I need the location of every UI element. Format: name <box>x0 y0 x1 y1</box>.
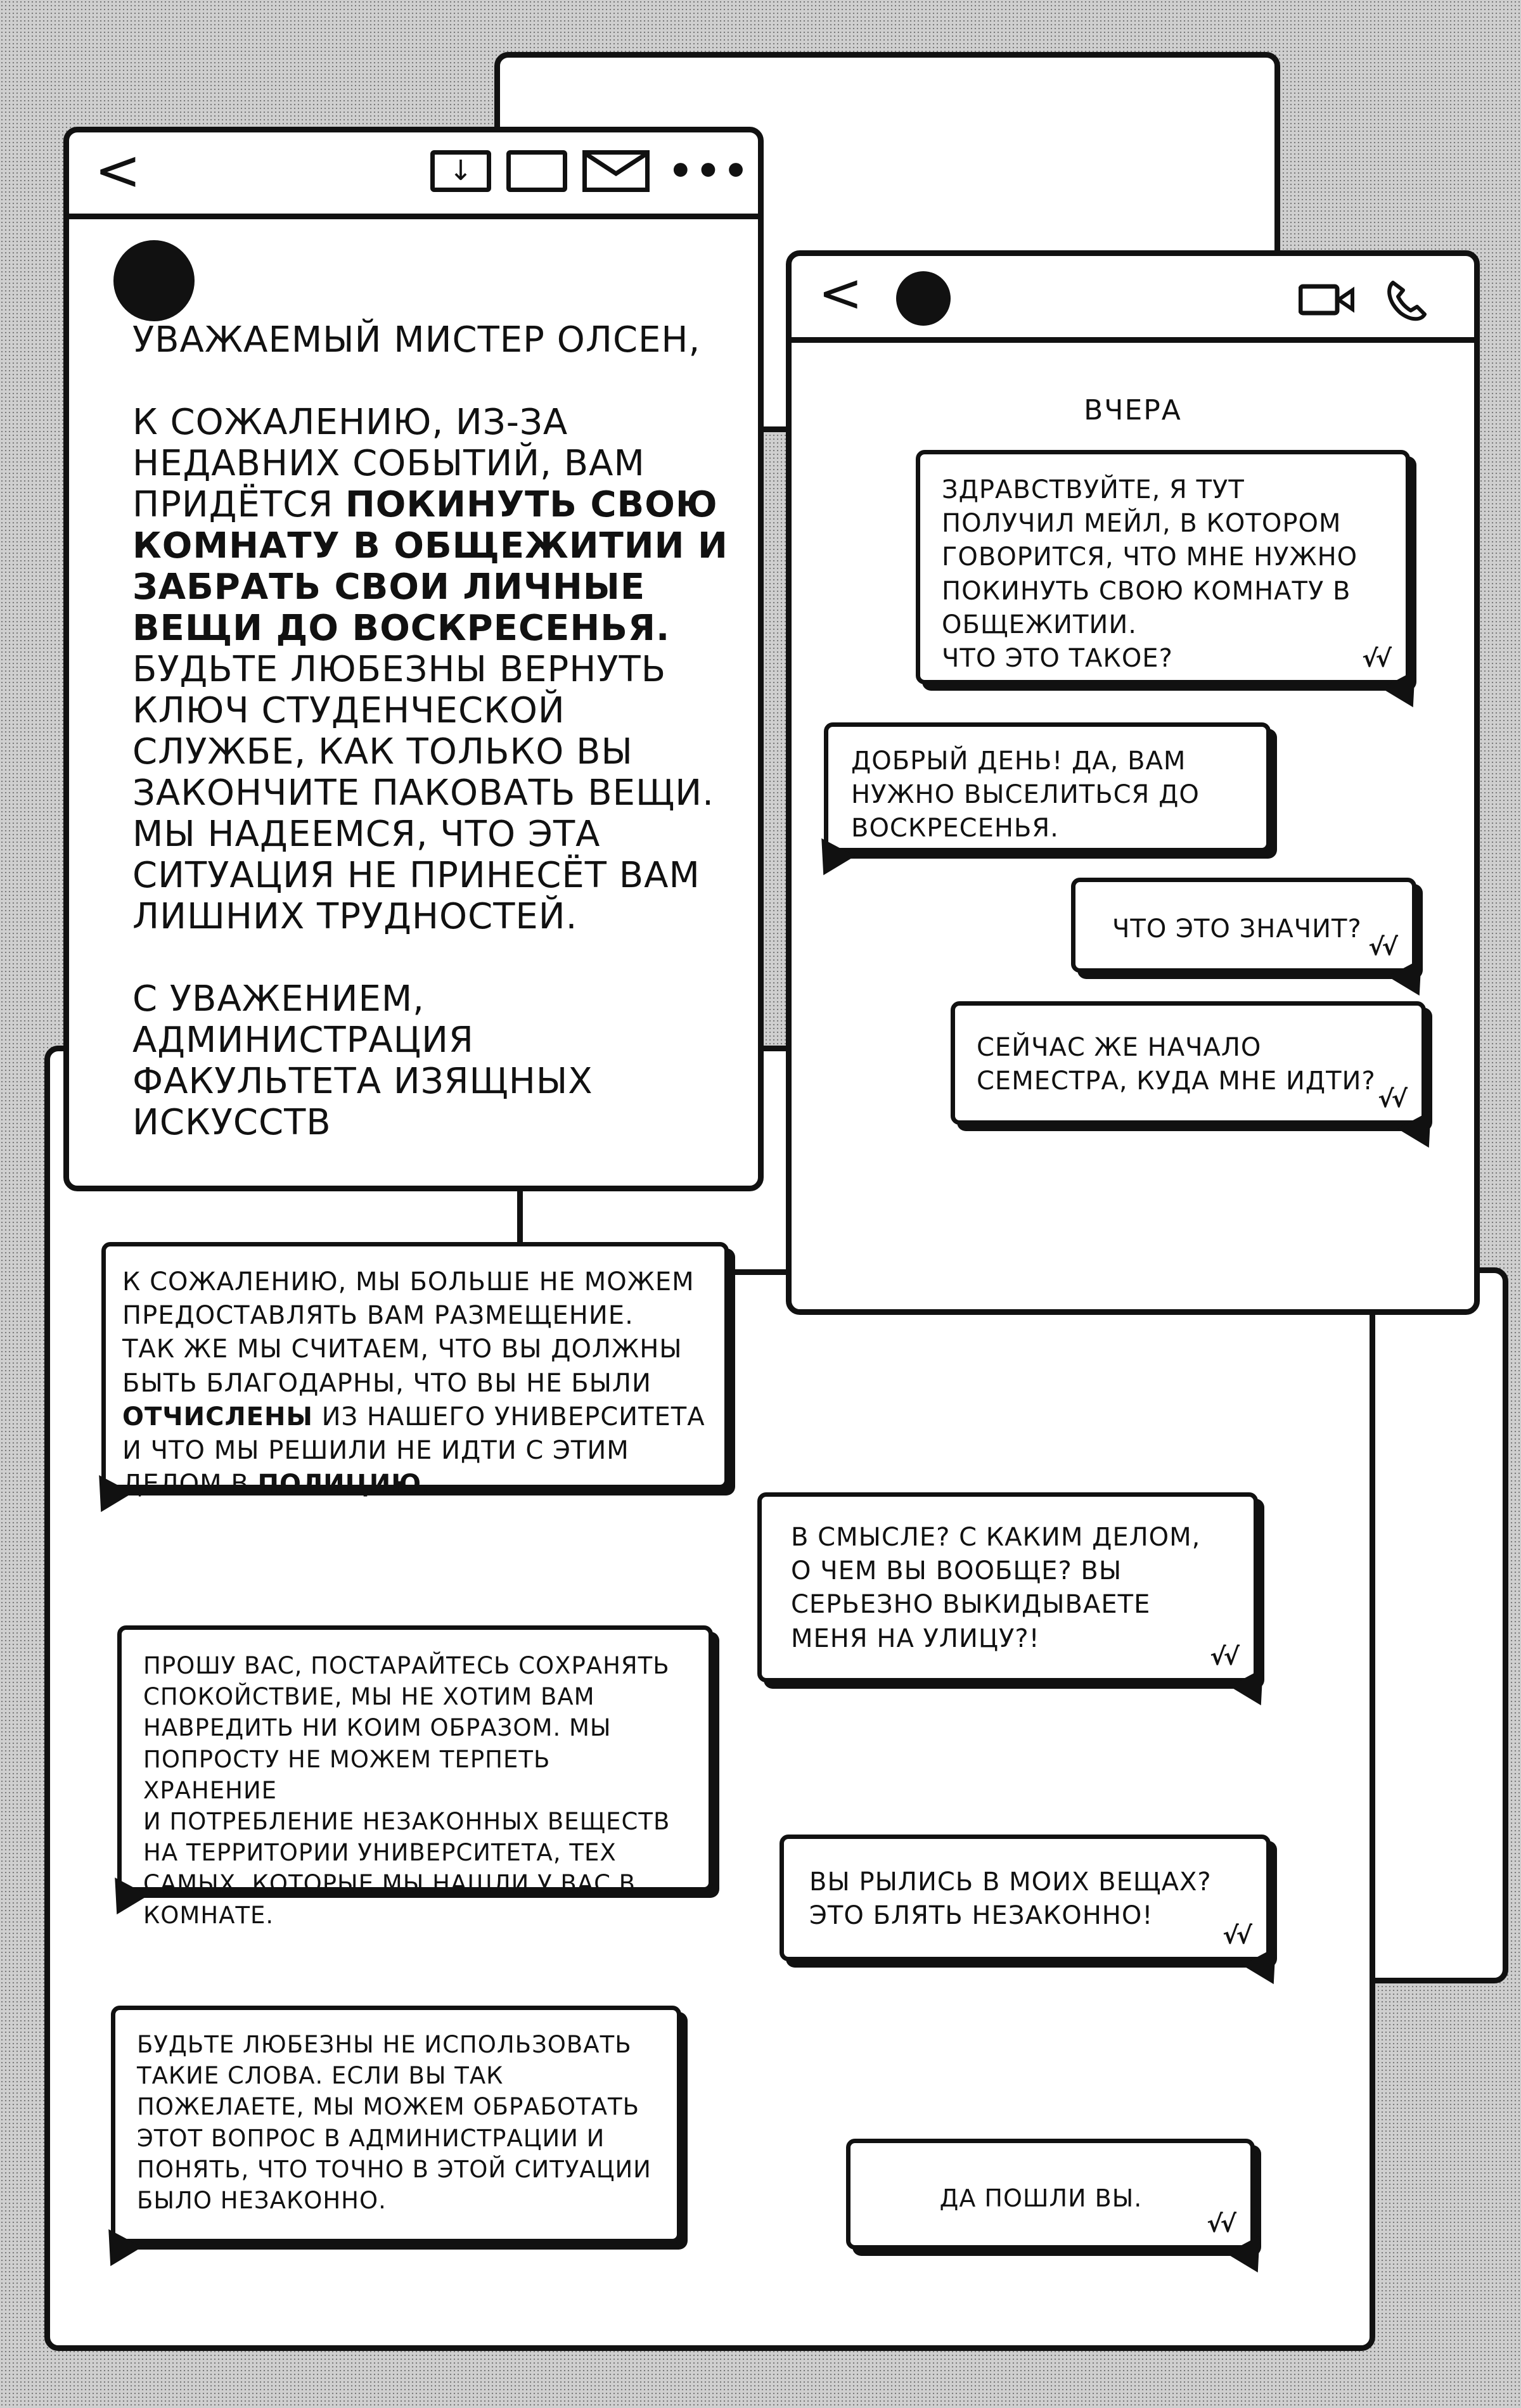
message-text: ЗДРАВСТВУЙТЕ, Я ТУТ ПОЛУЧИЛ МЕЙЛ, В КОТОРОМ ГОВОРИТСЯ, ЧТО МНЕ НУЖНО ПОКИНУТЬ СВОЮ КОМНАТУ В ОБЩЕЖИТИИ. ЧТО ЭТО ТАКОЕ? <box>942 475 1358 673</box>
message-text: В СМЫСЛЕ? С КАКИМ ДЕЛОМ, О ЧЕМ ВЫ ВООБЩЕ? ВЫ СЕРЬЕЗНО ВЫКИДЫВАЕТЕ МЕНЯ НА УЛИЦУ?! <box>791 1523 1201 1653</box>
connector-line <box>517 1188 523 1245</box>
chat-header <box>792 256 1474 343</box>
mail-icon[interactable] <box>582 150 650 192</box>
message-text: ПРОШУ ВАС, ПОСТАРАЙТЕСЬ СОХРАНЯТЬ СПОКОЙСТВИЕ, МЫ НЕ ХОТИМ ВАМ НАВРЕДИТЬ НИ КОИМ ОБРАЗОМ. МЫ ПОПРОСТУ НЕ МОЖЕМ ТЕРПЕТЬ ХРАНЕНИЕ И ПОТРЕБЛЕНИЕ НЕЗАКОННЫХ ВЕЩЕСТВ НА ТЕРРИТОРИИ УНИВЕРСИТЕТА, ТЕХ САМЫХ, КОТОРЫЕ МЫ НАШЛИ У ВАС В КОМНАТЕ. <box>143 1652 671 1929</box>
read-ticks-icon: √√ <box>1362 644 1389 673</box>
download-icon[interactable]: ↓ <box>430 150 491 192</box>
message-text: БУДЬТЕ ЛЮБЕЗНЫ НЕ ИСПОЛЬЗОВАТЬ ТАКИЕ СЛОВА. ЕСЛИ ВЫ ТАК ПОЖЕЛАЕТЕ, МЫ МОЖЕМ ОБРАБОТАТЬ ЭТОТ ВОПРОС В АДМИНИСТРАЦИИ И ПОНЯТЬ, ЧТО ТОЧНО В ЭТОЙ СИТУАЦИИ БЫЛО НЕЗАКОННО. <box>137 2031 651 2215</box>
chat-bubble-outgoing[interactable] <box>1071 878 1416 973</box>
chat-bubble-outgoing[interactable] <box>780 1835 1271 1961</box>
date-label: ВЧЕРА <box>1084 394 1182 426</box>
message-text: К СОЖАЛЕНИЮ, МЫ БОЛЬШЕ НЕ МОЖЕМ ПРЕДОСТАВЛЯТЬ ВАМ РАЗМЕЩЕНИЕ. ТАК ЖЕ МЫ СЧИТАЕМ, ЧТО ВЫ ДОЛЖНЫ БЫТЬ БЛАГОДАРНЫ, ЧТО ВЫ НЕ БЫЛИ ОТЧИСЛЕНЫ ИЗ НАШЕГО УНИВЕРСИТЕТА И ЧТО МЫ РЕШИЛИ НЕ ИДТИ С ЭТИМ ДЕЛОМ В ПОЛИЦИЮ. <box>122 1267 705 1499</box>
video-call-icon[interactable] <box>1299 284 1354 316</box>
chat-bubble-outgoing[interactable] <box>846 2139 1255 2250</box>
email-line: ВЕЩИ ДО ВОСКРЕСЕНЬЯ. <box>132 608 671 649</box>
email-line: СЛУЖБЕ, КАК ТОЛЬКО ВЫ <box>132 731 633 772</box>
email-header <box>69 132 758 219</box>
email-window <box>63 127 764 1191</box>
email-signature: АДМИНИСТРАЦИЯ ФАКУЛЬТЕТА ИЗЯЩНЫХ ИСКУССТВ <box>132 1020 593 1143</box>
email-greeting: УВАЖАЕМЫЙ МИСТЕР ОЛСЕН, <box>132 319 701 361</box>
back-arrow-icon[interactable]: < <box>818 262 863 324</box>
email-line: ЗАБРАТЬ СВОИ ЛИЧНЫЕ <box>132 567 646 608</box>
read-ticks-icon: √√ <box>1210 1643 1237 1671</box>
contact-avatar[interactable] <box>896 271 951 326</box>
more-icon[interactable]: ••• <box>668 148 751 194</box>
sender-avatar <box>113 240 195 321</box>
read-ticks-icon: √√ <box>1378 1085 1405 1113</box>
email-signoff: С УВАЖЕНИЕМ, <box>132 978 425 1020</box>
read-ticks-icon: √√ <box>1223 1921 1250 1950</box>
email-body <box>132 319 766 1143</box>
email-line: СИТУАЦИЯ НЕ ПРИНЕСЁТ ВАМ <box>132 855 700 896</box>
email-paragraph <box>132 402 766 937</box>
chat-bubble-outgoing[interactable] <box>916 450 1410 684</box>
message-text: ВЫ РЫЛИСЬ В МОИХ ВЕЩАХ? ЭТО БЛЯТЬ НЕЗАКОННО! <box>809 1867 1212 1931</box>
chat-bubble-incoming[interactable] <box>101 1242 729 1499</box>
email-line: ЗАКОНЧИТЕ ПАКОВАТЬ ВЕЩИ. <box>132 772 714 814</box>
email-line: МЫ НАДЕЕМСЯ, ЧТО ЭТА <box>132 814 601 855</box>
chat-bubble-outgoing[interactable] <box>951 1001 1426 1125</box>
phone-icon[interactable] <box>1384 279 1428 323</box>
chat-bubble-incoming[interactable] <box>824 722 1271 852</box>
message-text: ДОБРЫЙ ДЕНЬ! ДА, ВАМ НУЖНО ВЫСЕЛИТЬСЯ ДО ВОСКРЕСЕНЬЯ. <box>851 746 1200 843</box>
read-ticks-icon: √√ <box>1207 2210 1234 2238</box>
message-text: СЕЙЧАС ЖЕ НАЧАЛО СЕМЕСТРА, КУДА МНЕ ИДТИ? <box>977 1033 1376 1096</box>
read-ticks-icon: √√ <box>1368 933 1396 961</box>
email-line: КЛЮЧ СТУДЕНЧЕСКОЙ <box>132 690 565 731</box>
email-line: БУДЬТЕ ЛЮБЕЗНЫ ВЕРНУТЬ <box>132 649 667 690</box>
email-line: НЕДАВНИХ СОБЫТИЙ, ВАМ <box>132 443 645 484</box>
email-line: КОМНАТУ В ОБЩЕЖИТИИ И <box>132 525 728 567</box>
message-text: ЧТО ЭТО ЗНАЧИТ? <box>1112 914 1362 944</box>
chat-bubble-incoming[interactable] <box>111 2006 681 2243</box>
email-line: ПРИДЁТСЯ ПОКИНУТЬ СВОЮ <box>132 484 718 525</box>
folder-icon[interactable] <box>506 150 567 192</box>
chat-bubble-incoming[interactable] <box>117 1625 713 1929</box>
message-text: ДА ПОШЛИ ВЫ. <box>939 2184 1143 2212</box>
email-line: К СОЖАЛЕНИЮ, ИЗ-ЗА <box>132 402 568 443</box>
chat-bubble-outgoing[interactable] <box>757 1492 1258 1682</box>
back-arrow-icon[interactable]: < <box>94 138 141 203</box>
email-line: ЛИШНИХ ТРУДНОСТЕЙ. <box>132 896 578 937</box>
